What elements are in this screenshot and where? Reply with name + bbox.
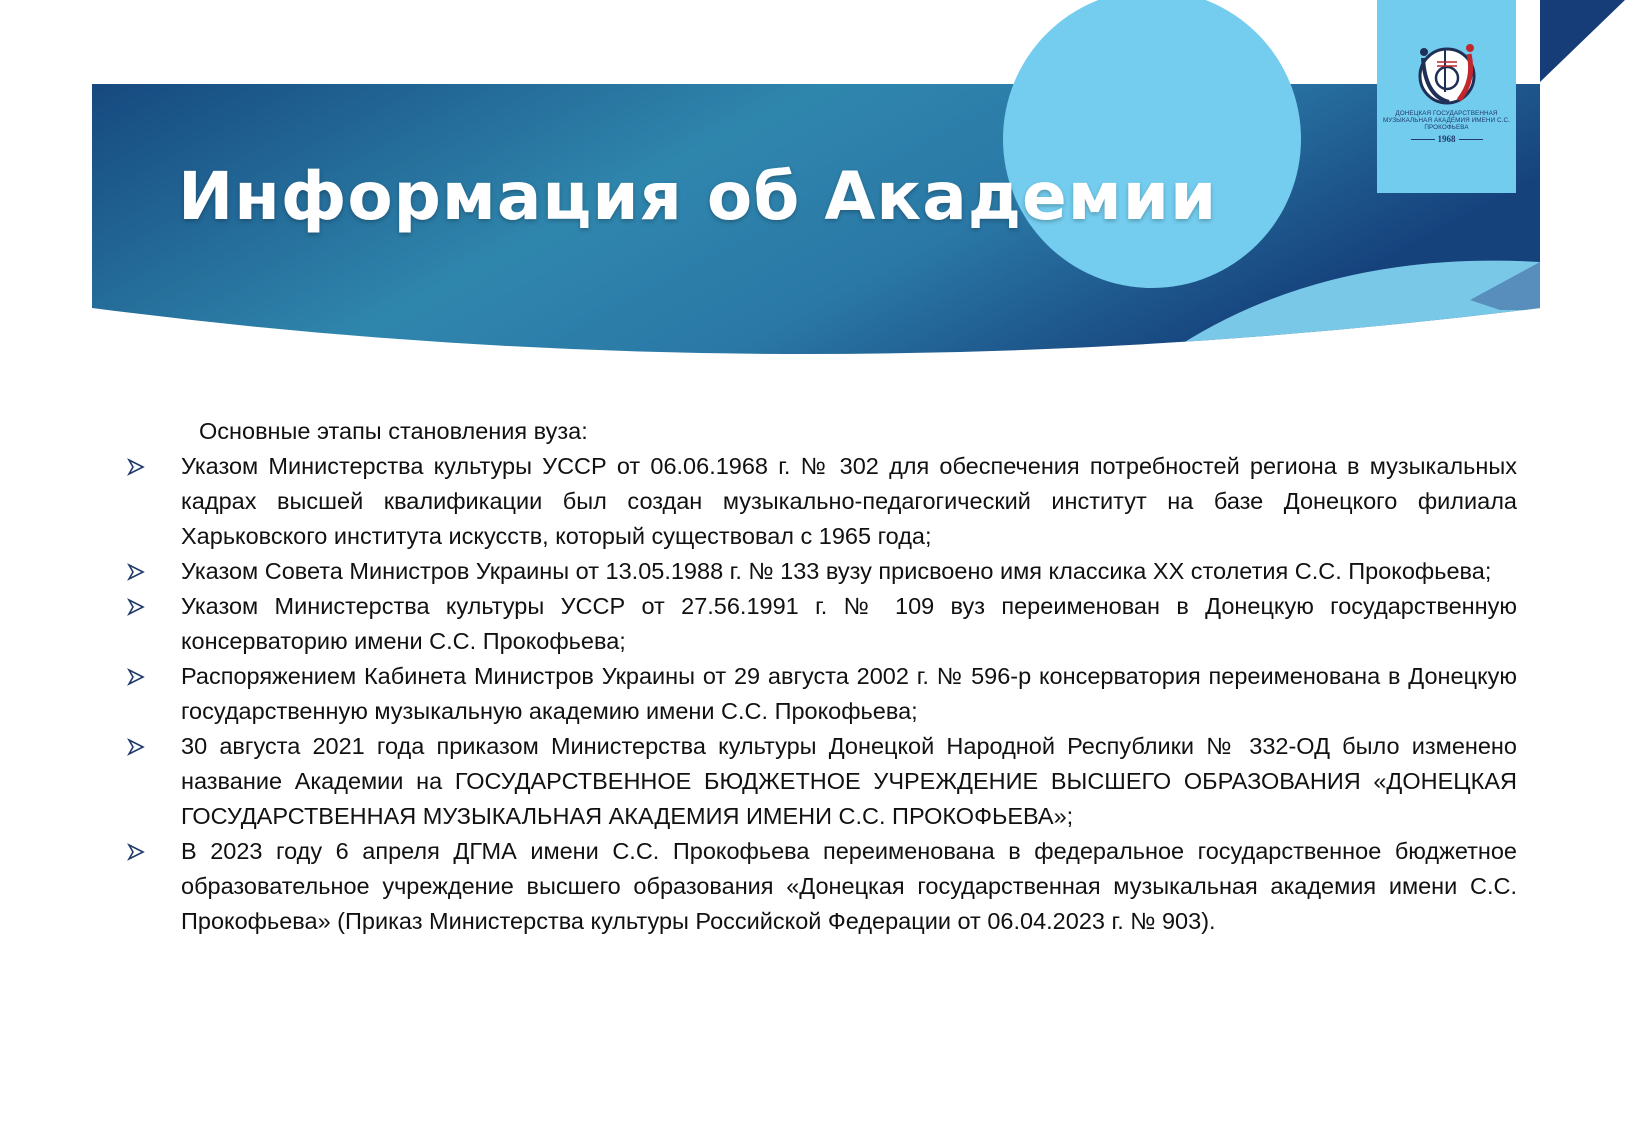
academy-logo xyxy=(1377,0,1516,193)
list-item xyxy=(127,589,1517,659)
list-item xyxy=(127,834,1517,939)
body-content xyxy=(127,414,1517,939)
list-item xyxy=(127,659,1517,729)
list-item xyxy=(127,554,1517,589)
list-item xyxy=(127,729,1517,834)
arrowhead-bullet-icon xyxy=(127,598,145,616)
slide-title: Информация об Академии xyxy=(178,158,1218,235)
arrowhead-bullet-icon xyxy=(127,843,145,861)
logo-caption: ДОНЕЦКАЯ ГОСУДАРСТВЕННАЯ МУЗЫКАЛЬНАЯ АКАДЕМИЯ ИМЕНИ С.С. ПРОКОФЬЕВА xyxy=(1382,110,1511,131)
milestones-list xyxy=(127,449,1517,939)
intro-text: Основные этапы становления вуза: xyxy=(199,418,588,444)
arrowhead-bullet-icon xyxy=(127,738,145,756)
arrowhead-bullet-icon xyxy=(127,458,145,476)
list-item-text: В 2023 году 6 апреля ДГМА имени С.С. Прокофьева переименована в федеральное государственное бюджетное образовательное учреждение высшего образования «Донецкая государственная музыкальная академия имени С.С. Прокофьева» (Приказ Министерства культуры Российской Федерации от 06.04.2023 г. № 903). xyxy=(181,838,1517,934)
logo-year xyxy=(1377,134,1516,144)
arrowhead-bullet-icon xyxy=(127,668,145,686)
list-item-text: 30 августа 2021 года приказом Министерства культуры Донецкой Народной Республики № 332-ОД было изменено название Академии на ГОСУДАРСТВЕННОЕ БЮДЖЕТНОЕ УЧРЕЖДЕНИЕ ВЫСШЕГО ОБРАЗОВАНИЯ «ДОНЕЦКАЯ ГОСУДАРСТВЕННАЯ МУЗЫКАЛЬНАЯ АКАДЕМИЯ ИМЕНИ С.С. ПРОКОФЬЕВА»; xyxy=(181,733,1517,829)
list-item-text: Указом Совета Министров Украины от 13.05.1988 г. № 133 вузу присвоено имя классика ХХ столетия С.С. Прокофьева; xyxy=(181,558,1492,584)
corner-triangle xyxy=(1540,0,1625,82)
arrowhead-bullet-icon xyxy=(127,563,145,581)
logo-year-text: 1968 xyxy=(1437,134,1456,144)
list-item-text: Указом Министерства культуры УССР от 27.56.1991 г. № 109 вуз переименован в Донецкую государственную консерваторию имени С.С. Прокофьева; xyxy=(181,593,1517,654)
academy-emblem-icon xyxy=(1399,40,1495,110)
decor-circle xyxy=(1003,0,1301,288)
list-item xyxy=(127,449,1517,554)
list-item-text: Распоряжением Кабинета Министров Украины от 29 августа 2002 г. № 596-р консерватория переименована в Донецкую государственную музыкальную академию имени С.С. Прокофьева; xyxy=(181,663,1517,724)
list-item-text: Указом Министерства культуры УССР от 06.06.1968 г. № 302 для обеспечения потребностей региона в музыкальных кадрах высшей квалификации был создан музыкально-педагогический институт на базе Донецкого филиала Харьковского института искусств, который существовал с 1965 года; xyxy=(181,453,1517,549)
